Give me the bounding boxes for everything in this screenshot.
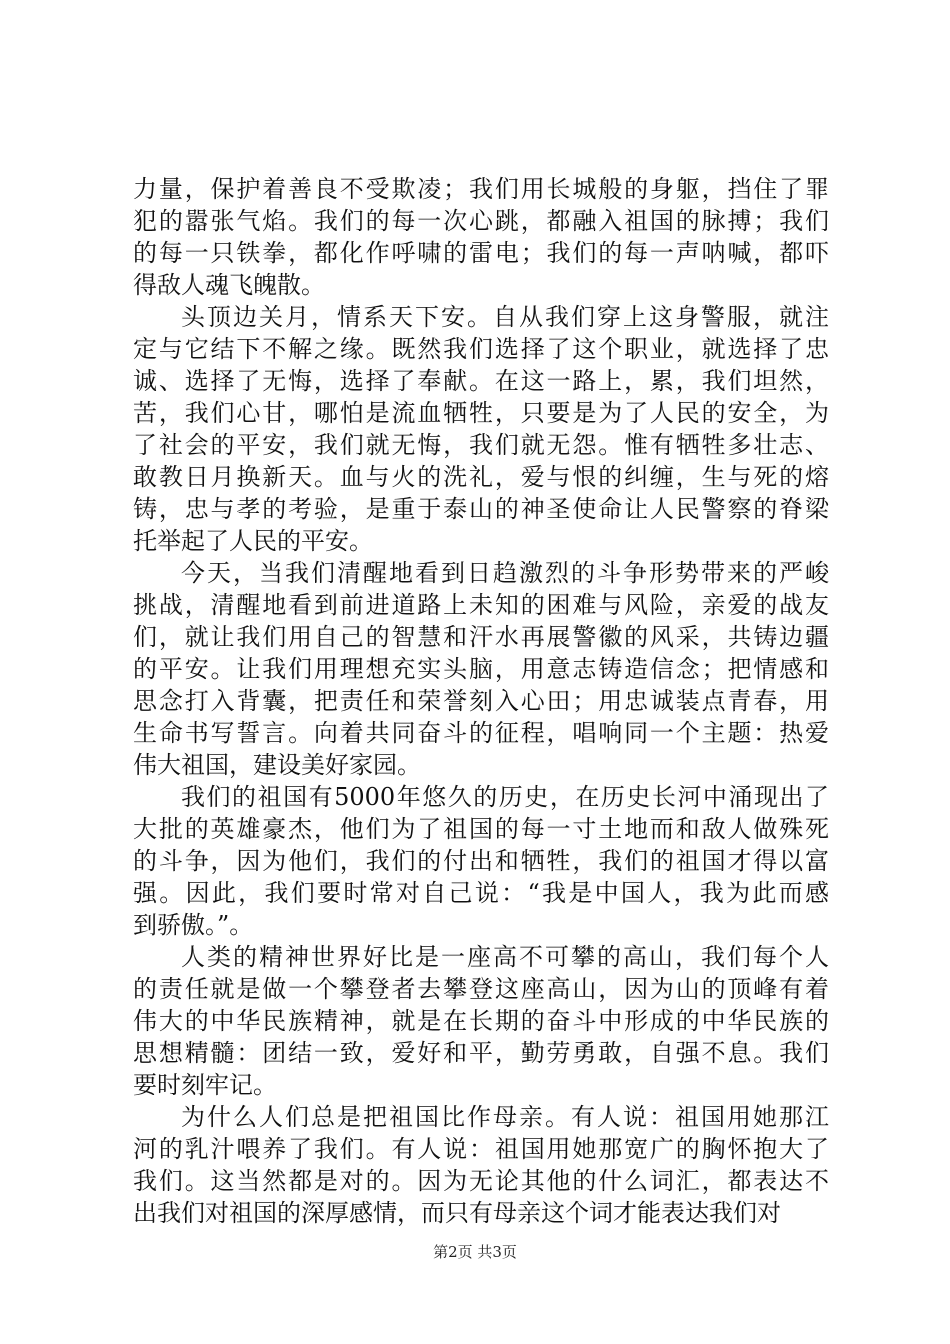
text-line: 河的乳汁喂养了我们。有人说：祖国用她那宽广的胸怀抱大了 [133,1135,829,1163]
text-line: 得敌人魂飞魄散。 [133,271,325,299]
text-line: 我们的祖国有5000年悠久的历史，在历史长河中涌现出了 [181,783,829,811]
paragraph [133,941,829,1101]
text-line: 托举起了人民的平安。 [133,527,373,555]
text-line: 为什么人们总是把祖国比作母亲。有人说：祖国用她那江 [181,1103,829,1131]
text-line: 人类的精神世界好比是一座高不可攀的高山，我们每个人 [181,943,829,971]
text-line: 头顶边关月，情系天下安。自从我们穿上这身警服，就注 [181,303,829,331]
text-line: 铸，忠与孝的考验，是重于泰山的神圣使命让人民警察的脊梁 [133,495,829,523]
text-line: 的斗争，因为他们，我们的付出和牺牲，我们的祖国才得以富 [133,847,829,875]
paragraph [133,301,829,557]
document-body [133,173,829,1229]
paragraph [133,173,829,301]
text-line: 我们。这当然都是对的。因为无论其他的什么词汇，都表达不 [133,1167,829,1195]
text-line: 苦，我们心甘，哪怕是流血牺牲，只要是为了人民的安全，为 [133,399,829,427]
text-line: 出我们对祖国的深厚感情，而只有母亲这个词才能表达我们对 [133,1199,781,1227]
text-line: 生命书写誓言。向着共同奋斗的征程，唱响同一个主题：热爱 [133,719,829,747]
text-line: 定与它结下不解之缘。既然我们选择了这个职业，就选择了忠 [133,335,829,363]
page-footer: 第2页 共3页 [433,1243,517,1261]
text-line: 要时刻牢记。 [133,1071,277,1099]
paragraph [133,781,829,941]
text-line: 力量，保护着善良不受欺凌；我们用长城般的身躯，挡住了罪 [133,175,829,203]
text-line: 了社会的平安，我们就无悔，我们就无怨。惟有牺牲多壮志、 [133,431,829,459]
text-line: 的责任就是做一个攀登者去攀登这座高山，因为山的顶峰有着 [133,975,829,1003]
text-line: 思念打入背囊，把责任和荣誉刻入心田；用忠诚装点青春，用 [133,687,829,715]
paragraph [133,557,829,781]
text-line: 思想精髓：团结一致，爱好和平，勤劳勇敢，自强不息。我们 [133,1039,829,1067]
paragraph [133,1101,829,1229]
text-line: 们，就让我们用自己的智慧和汗水再展警徽的风采，共铸边疆 [133,623,829,651]
text-line: 诚、选择了无悔，选择了奉献。在这一路上，累，我们坦然， [133,367,829,395]
text-line: 今天，当我们清醒地看到日趋激烈的斗争形势带来的严峻 [181,559,829,587]
text-line: 的每一只铁拳，都化作呼啸的雷电；我们的每一声呐喊，都吓 [133,239,829,267]
text-line: 伟大祖国，建设美好家园。 [133,751,421,779]
text-line: 强。因此，我们要时常对自己说：“我是中国人，我为此而感 [133,879,829,907]
text-line: 伟大的中华民族精神，就是在长期的奋斗中形成的中华民族的 [133,1007,829,1035]
text-line: 挑战，清醒地看到前进道路上未知的困难与风险，亲爱的战友 [133,591,829,619]
text-line: 到骄傲。”。 [133,911,254,939]
text-line: 犯的嚣张气焰。我们的每一次心跳，都融入祖国的脉搏；我们 [133,207,829,235]
text-line: 大批的英雄豪杰，他们为了祖国的每一寸土地而和敌人做殊死 [133,815,829,843]
text-line: 的平安。让我们用理想充实头脑，用意志铸造信念；把情感和 [133,655,829,683]
text-line: 敢教日月换新天。血与火的洗礼，爱与恨的纠缠，生与死的熔 [133,463,829,491]
